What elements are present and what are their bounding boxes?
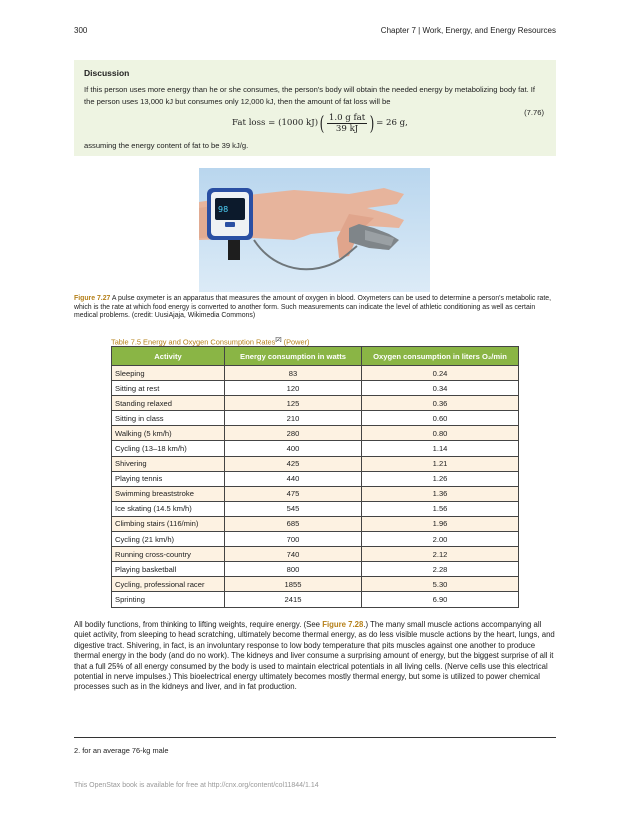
oxygen-cell: 1.56 bbox=[362, 501, 519, 516]
energy-cell: 475 bbox=[225, 486, 362, 501]
oxygen-cell: 6.90 bbox=[362, 592, 519, 607]
discussion-title: Discussion bbox=[84, 68, 130, 78]
oxygen-cell: 1.36 bbox=[362, 486, 519, 501]
body-paragraph bbox=[74, 620, 558, 693]
figure-caption bbox=[74, 295, 556, 321]
energy-cell: 280 bbox=[225, 426, 362, 441]
discussion-box bbox=[74, 60, 556, 156]
oxygen-cell: 1.21 bbox=[362, 456, 519, 471]
oxygen-cell: 0.24 bbox=[362, 366, 519, 381]
table-row bbox=[112, 441, 519, 456]
energy-consumption-table bbox=[111, 346, 519, 608]
activity-cell: Cycling (21 km/h) bbox=[112, 532, 225, 547]
oxygen-cell: 2.28 bbox=[362, 562, 519, 577]
activity-cell: Playing tennis bbox=[112, 471, 225, 486]
oxygen-cell: 2.12 bbox=[362, 547, 519, 562]
table-row bbox=[112, 456, 519, 471]
oxygen-cell: 1.14 bbox=[362, 441, 519, 456]
energy-cell: 740 bbox=[225, 547, 362, 562]
table-row bbox=[112, 562, 519, 577]
column-header-energy: Energy consumption in watts bbox=[225, 347, 362, 366]
oxygen-cell: 5.30 bbox=[362, 577, 519, 592]
energy-cell: 800 bbox=[225, 562, 362, 577]
table-row bbox=[112, 426, 519, 441]
oxygen-cell: 1.26 bbox=[362, 471, 519, 486]
activity-cell: Swimming breaststroke bbox=[112, 486, 225, 501]
equation: Fat loss = (1000 kJ) ( $\frac{\text{1.0 g fat}}{39 kJ}$ ) = 26 g, bbox=[232, 111, 408, 135]
fraction-numerator: 1.0 g fat bbox=[328, 112, 366, 123]
discussion-conclusion: assuming the energy content of fat to be 39 kJ/g. bbox=[84, 141, 249, 150]
oxygen-cell: 0.34 bbox=[362, 381, 519, 396]
table-row bbox=[112, 501, 519, 516]
body-text-b: .) The many small muscle actions accompanying all quiet activity, from sleeping to head scratching, ultimately become thermal energy, as do less visible muscle actions by the heart, lungs, and digestive tract. Shivering, in fact, is an involuntary response to low body temperature that pits muscles against one another to produce thermal energy in the body (and do no work). The kidneys and liver consume a surprising amount of energy, but the biggest surprise of all it that a full 25% of all energy consumed by the body is used to maintain electrical potentials in all living cells. (Nerve cells use this electrical potential in nerve impulses.) This bioelectrical energy ultimately becomes mostly thermal energy, but some is utilized to power chemical processes such as in the kidneys and liver, and in fat production. bbox=[74, 620, 555, 692]
discussion-text: If this person uses more energy than he or she consumes, the person's body will obtain the needed energy by metabolizing body fat. If the person uses 13,000 kJ but consumes only 12,000 kJ, then the amount of fat loss will be bbox=[84, 85, 536, 106]
footnote: 2. for an average 76-kg male bbox=[74, 746, 169, 755]
energy-cell: 700 bbox=[225, 532, 362, 547]
energy-cell: 400 bbox=[225, 441, 362, 456]
table-row bbox=[112, 592, 519, 607]
energy-cell: 545 bbox=[225, 501, 362, 516]
energy-cell: 125 bbox=[225, 396, 362, 411]
table-row bbox=[112, 486, 519, 501]
energy-cell: 83 bbox=[225, 366, 362, 381]
equation-rhs: = 26 g, bbox=[376, 118, 408, 128]
activity-cell: Sprinting bbox=[112, 592, 225, 607]
table-row bbox=[112, 396, 519, 411]
activity-cell: Shivering bbox=[112, 456, 225, 471]
energy-cell: 120 bbox=[225, 381, 362, 396]
equation-lhs: Fat loss = (1000 kJ) bbox=[232, 118, 319, 128]
table-header-row bbox=[112, 347, 519, 366]
table-row bbox=[112, 471, 519, 486]
table-footnote-ref[interactable]: [2] bbox=[275, 337, 282, 343]
pulse-oxymeter-photo bbox=[199, 168, 430, 292]
activity-cell: Sitting in class bbox=[112, 411, 225, 426]
column-header-oxygen: Oxygen consumption in liters O₂/min bbox=[362, 347, 519, 366]
footer-text: This OpenStax book is available for free at http://cnx.org/content/col11844/1.14 bbox=[74, 782, 319, 789]
table-row bbox=[112, 577, 519, 592]
device-readout: 98 bbox=[218, 205, 229, 214]
activity-cell: Sleeping bbox=[112, 366, 225, 381]
figure-link[interactable]: Figure 7.28 bbox=[322, 620, 364, 629]
activity-cell: Running cross-country bbox=[112, 547, 225, 562]
page-number: 300 bbox=[74, 26, 88, 35]
chapter-header: Chapter 7 | Work, Energy, and Energy Resources bbox=[380, 26, 556, 35]
energy-cell: 2415 bbox=[225, 592, 362, 607]
table-title-suffix: (Power) bbox=[281, 337, 310, 347]
oxygen-cell: 0.60 bbox=[362, 411, 519, 426]
equation-fraction bbox=[327, 113, 367, 134]
table-row bbox=[112, 532, 519, 547]
activity-cell: Cycling, professional racer bbox=[112, 577, 225, 592]
table-row bbox=[112, 547, 519, 562]
oxygen-cell: 1.96 bbox=[362, 516, 519, 531]
table-row bbox=[112, 516, 519, 531]
fraction-denominator: 39 kJ bbox=[335, 123, 359, 134]
table-row bbox=[112, 411, 519, 426]
activity-cell: Climbing stairs (116/min) bbox=[112, 516, 225, 531]
energy-cell: 685 bbox=[225, 516, 362, 531]
energy-cell: 425 bbox=[225, 456, 362, 471]
activity-cell: Ice skating (14.5 km/h) bbox=[112, 501, 225, 516]
activity-cell: Walking (5 km/h) bbox=[112, 426, 225, 441]
energy-cell: 210 bbox=[225, 411, 362, 426]
equation-number: (7.76) bbox=[524, 108, 544, 117]
oxygen-cell: 0.80 bbox=[362, 426, 519, 441]
table-row bbox=[112, 366, 519, 381]
energy-cell: 1855 bbox=[225, 577, 362, 592]
activity-cell: Standing relaxed bbox=[112, 396, 225, 411]
oxygen-cell: 2.00 bbox=[362, 532, 519, 547]
footnote-divider bbox=[74, 737, 556, 738]
figure-label: Figure 7.27 bbox=[74, 295, 111, 302]
table-title-text: Table 7.5 Energy and Oxygen Consumption Rates bbox=[111, 337, 276, 347]
activity-cell: Cycling (13–18 km/h) bbox=[112, 441, 225, 456]
equation-row bbox=[84, 110, 546, 138]
body-text-a: All bodily functions, from thinking to lifting weights, require energy. (See bbox=[74, 620, 323, 629]
activity-cell: Sitting at rest bbox=[112, 381, 225, 396]
column-header-activity: Activity bbox=[112, 347, 225, 366]
energy-cell: 440 bbox=[225, 471, 362, 486]
figure-caption-text: A pulse oxymeter is an apparatus that measures the amount of oxygen in blood. Oxymeters can be used to determine a person's metabolic rate, which is the rate at which food energy is converted to another form. Such measurements can indicate the level of athletic conditioning as well as certain medical problems. (credit: UusiAjaja, Wikimedia Commons) bbox=[74, 295, 552, 320]
table-row bbox=[112, 381, 519, 396]
oxygen-cell: 0.36 bbox=[362, 396, 519, 411]
activity-cell: Playing basketball bbox=[112, 562, 225, 577]
